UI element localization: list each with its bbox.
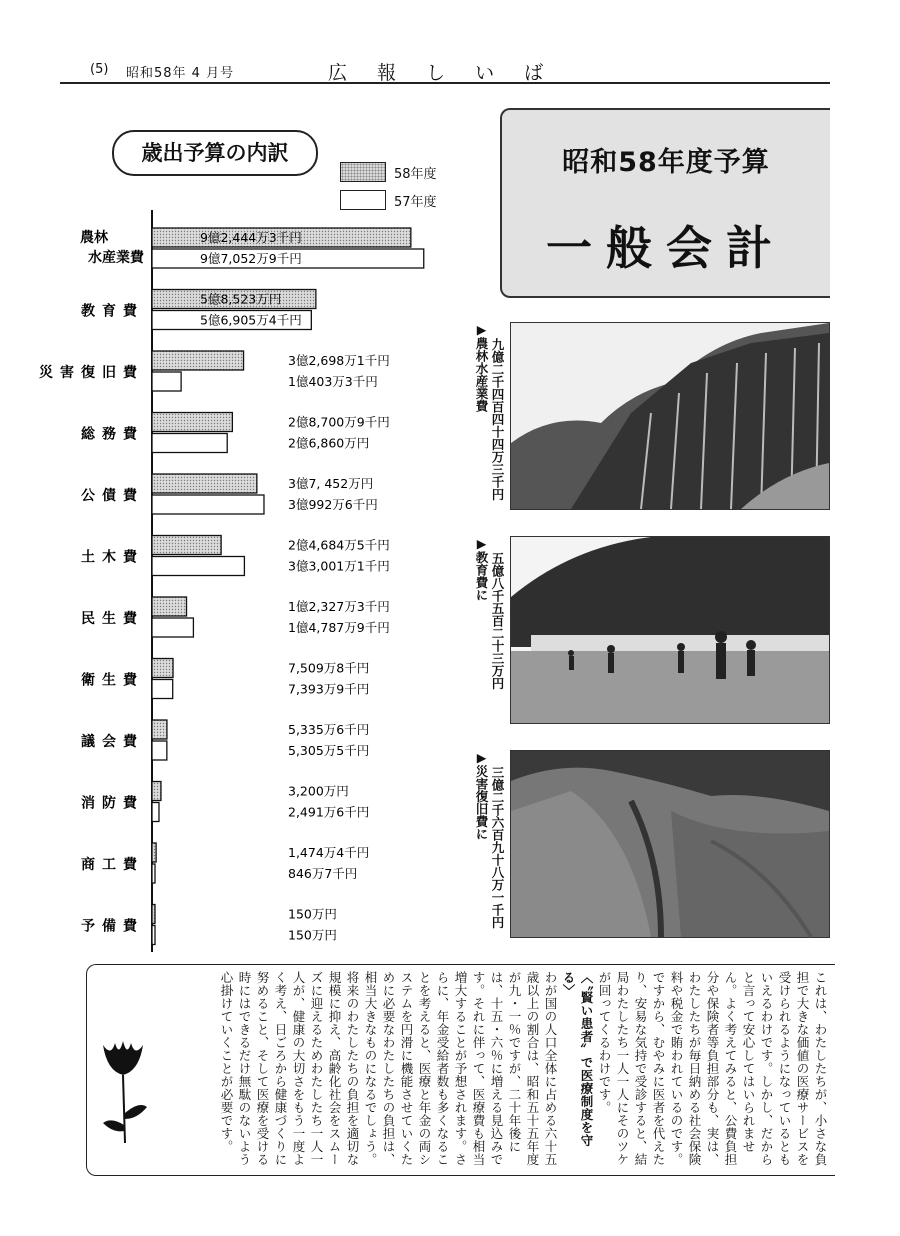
publication-title: 広 報 し い ば — [328, 62, 556, 84]
value-label-57-6: 1億4,787万9千円 — [288, 620, 390, 635]
photo3-caption-a: 三億二千六百九十八万一千円 — [490, 766, 505, 929]
category-label-6: 民生費 — [81, 611, 144, 627]
value-label-58-8: 5,335万6千円 — [288, 722, 370, 737]
expenditure-bar-chart — [39, 200, 480, 960]
landslide-photo — [510, 750, 830, 938]
bar-58-8 — [152, 720, 167, 739]
bar-58-3 — [152, 413, 232, 432]
bar-57-11 — [152, 926, 155, 945]
bar-58-9 — [152, 782, 161, 801]
value-label-58-7: 7,509万8千円 — [288, 660, 370, 676]
legend-label-57: 57年度 — [394, 195, 437, 210]
page-number: (5) — [90, 62, 109, 77]
value-label-58-1: 5億8,523万円 — [200, 291, 282, 307]
value-label-57-5: 3億3,001万1千円 — [288, 558, 390, 574]
bar-58-7 — [152, 659, 173, 678]
value-label-58-0: 9億2,444万3千円 — [200, 230, 302, 245]
value-label-58-11: 150万円 — [288, 906, 337, 922]
value-label-57-8: 5,305万5千円 — [288, 743, 370, 758]
bar-58-6 — [152, 597, 187, 616]
bar-57-9 — [152, 803, 159, 822]
value-label-58-4: 3億7, 452万円 — [288, 476, 374, 491]
chart-title: 歳出予算の内訳 — [112, 130, 318, 176]
category-label-10: 商工費 — [81, 857, 144, 873]
essay-paragraph-2: わが国の人口全体に占める六十五歳以上の割合は、昭和五十五年度が九・一％ですが、二十年後には、十五・六％に増える見込みです。それに伴って、医療費も相当増大することが予想されます。さらに、年金受給者数も多くなることを考えると、医療と年金の両システムを円滑に機能させていくために必要なわたしたちの負担は、相当大きなものになるでしょう。 — [363, 971, 558, 1166]
value-label-57-9: 2,491万6千円 — [288, 804, 370, 820]
photo2-caption-b: ▶教育費に — [474, 536, 489, 601]
bar-58-11 — [152, 905, 155, 924]
value-label-58-5: 2億4,684万5千円 — [288, 537, 390, 553]
bar-58-5 — [152, 536, 221, 555]
bar-57-2 — [152, 372, 181, 391]
value-label-57-11: 150万円 — [288, 927, 337, 943]
essay-text — [189, 971, 829, 1169]
flower-icon — [95, 1035, 151, 1145]
bar-57-3 — [152, 434, 227, 453]
category-label-8: 議会費 — [81, 734, 144, 750]
school-sports-illustration — [511, 537, 829, 723]
forest-illustration — [511, 323, 829, 509]
essay-heading: 〈〝賢い患者〟で医療制度を守る〉 — [561, 971, 594, 1147]
legend-swatch-58 — [340, 162, 386, 182]
value-label-57-0: 9億7,052万9千円 — [200, 251, 302, 266]
issue-date: 昭和58年 4 月号 — [126, 66, 235, 81]
bar-57-4 — [152, 495, 264, 514]
value-label-58-9: 3,200万円 — [288, 783, 349, 799]
category-label-0-1: 水産業費 — [88, 250, 144, 266]
general-account-title: 一般会計 — [546, 221, 786, 275]
bar-57-10 — [152, 864, 155, 883]
value-label-57-4: 3億992万6千円 — [288, 497, 378, 512]
value-label-58-10: 1,474万4千円 — [288, 845, 370, 860]
value-label-58-2: 3億2,698万1千円 — [288, 353, 390, 368]
bar-57-7 — [152, 680, 173, 699]
bar-57-5 — [152, 557, 244, 576]
category-label-3: 総務費 — [81, 426, 144, 443]
forest-photo — [510, 322, 830, 510]
value-label-57-2: 1億403万3千円 — [288, 374, 378, 389]
category-label-5: 土木費 — [81, 549, 144, 566]
school-sports-photo — [510, 536, 830, 724]
bar-58-10 — [152, 843, 156, 862]
value-label-57-3: 2億6,860万円 — [288, 435, 370, 451]
category-label-11: 予備費 — [81, 918, 144, 935]
category-label-1: 教育費 — [81, 303, 144, 320]
legend-label-58: 58年度 — [394, 167, 437, 182]
value-label-57-10: 846万7千円 — [288, 866, 358, 881]
medical-essay-box — [86, 964, 835, 1176]
category-label-0-0: 農林 — [80, 230, 108, 246]
bar-58-2 — [152, 351, 244, 370]
value-label-57-7: 7,393万9千円 — [288, 681, 370, 697]
bar-57-8 — [152, 741, 167, 760]
category-label-9: 消防費 — [81, 795, 144, 812]
bar-58-4 — [152, 474, 257, 493]
budget-title-box — [500, 108, 830, 298]
category-label-2: 災害復旧費 — [39, 365, 144, 381]
category-label-7: 衛生費 — [81, 672, 144, 689]
value-label-57-1: 5億6,905万4千円 — [200, 312, 302, 328]
photo3-caption-b: ▶災害復旧費に — [474, 750, 489, 840]
photo1-caption-a: 九億二千四百四十四万三千円 — [490, 338, 505, 501]
category-label-4: 公債費 — [81, 488, 144, 504]
essay-paragraph-3: 将来のわたしたちの負担を適切な規模に抑え、高齢化社会をスムーズに迎えるためわたしたち一人一人が、健康の大切さをもう一度よく考え、日ごろから健康づくりに努めること、そして医療を受ける時にはできるだけ無駄のないよう心掛けていくことが必要です。 — [219, 971, 360, 1166]
essay-paragraph-1: これは、わたしたちが、小さな負担で大きな価値の医療サービスを受けられるようになっているともいえるわけです。しかし、だからと言って安心してはいられません。よく考えてみると、公費負担分や保険者等負担部分も、実は、わたしたちが毎日納める社会保険料や税金で賄われているのです。ですから、むやみに医者を代えたり、安易な気持で受診すると、結局わたしたち一人一人にそのツケが回ってくるわけです。 — [597, 971, 828, 1166]
page-header — [60, 58, 830, 84]
value-label-58-3: 2億8,700万9千円 — [288, 414, 390, 430]
photo1-caption-b: ▶農林水産業費 — [474, 322, 489, 412]
landslide-illustration — [511, 751, 829, 937]
budget-year-title: 昭和58年度予算 — [562, 147, 770, 178]
photo2-caption-a: 五億八千五百二十三万円 — [490, 552, 505, 690]
value-label-58-6: 1億2,327万3千円 — [288, 599, 390, 614]
bar-57-6 — [152, 618, 193, 637]
